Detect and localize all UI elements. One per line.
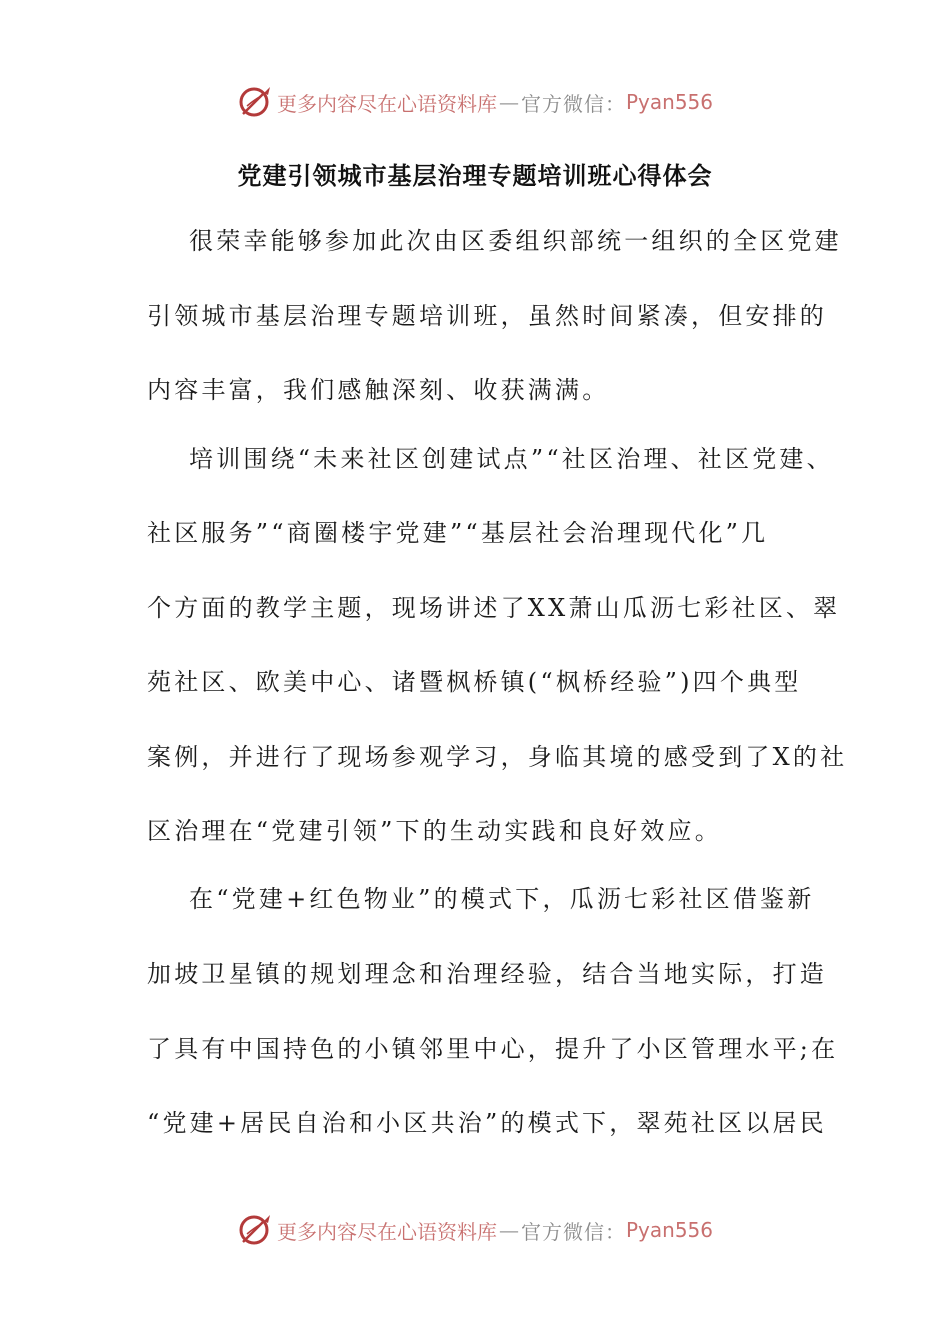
body-line: 很荣幸能够参加此次由区委组织部统一组织的全区党建	[189, 227, 842, 255]
body-line: 加坡卫星镇的规划理念和治理经验，结合当地实际，打造	[147, 960, 827, 988]
watermark-separator: —	[498, 90, 519, 114]
body-line: 苑社区、欧美中心、诸暨枫桥镇(“枫桥经验”)四个典型	[147, 668, 802, 696]
watermark-brand: 更多内容尽在心语资料库	[276, 91, 497, 116]
watermark-id: Pyan556	[625, 90, 713, 114]
body-line: 在“党建+红色物业”的模式下，瓜沥七彩社区借鉴新	[189, 885, 815, 913]
body-line: 内容丰富，我们感触深刻、收获满满。	[147, 376, 610, 404]
watermark-brand: 更多内容尽在心语资料库	[276, 1219, 497, 1244]
body-line: 社区服务”“商圈楼宇党建”“基层社会治理现代化”几	[147, 519, 769, 547]
watermark-footer	[0, 1210, 950, 1250]
watermark-official: 官方微信：	[520, 91, 626, 116]
body-line: 案例，并进行了现场参观学习，身临其境的感受到了X的社	[147, 743, 848, 771]
quill-logo-icon	[237, 1212, 273, 1248]
body-line: 区治理在“党建引领”下的生动实践和良好效应。	[147, 817, 722, 845]
watermark-header	[0, 82, 950, 122]
body-line: 了具有中国持色的小镇邻里中心，提升了小区管理水平;在	[147, 1035, 839, 1063]
watermark-separator: —	[498, 1218, 519, 1242]
body-line: “党建+居民自治和小区共治”的模式下，翠苑社区以居民	[147, 1109, 827, 1137]
body-line: 个方面的教学主题，现场讲述了XX萧山瓜沥七彩社区、翠	[147, 594, 841, 622]
document-title: 党建引领城市基层治理专题培训班心得体会	[237, 162, 713, 190]
watermark-official: 官方微信：	[520, 1219, 626, 1244]
body-line: 培训围绕“未来社区创建试点”“社区治理、社区党建、	[189, 445, 834, 473]
quill-logo-icon	[237, 84, 273, 120]
watermark-id: Pyan556	[625, 1218, 713, 1242]
body-line: 引领城市基层治理专题培训班，虽然时间紧凑，但安排的	[147, 302, 827, 330]
